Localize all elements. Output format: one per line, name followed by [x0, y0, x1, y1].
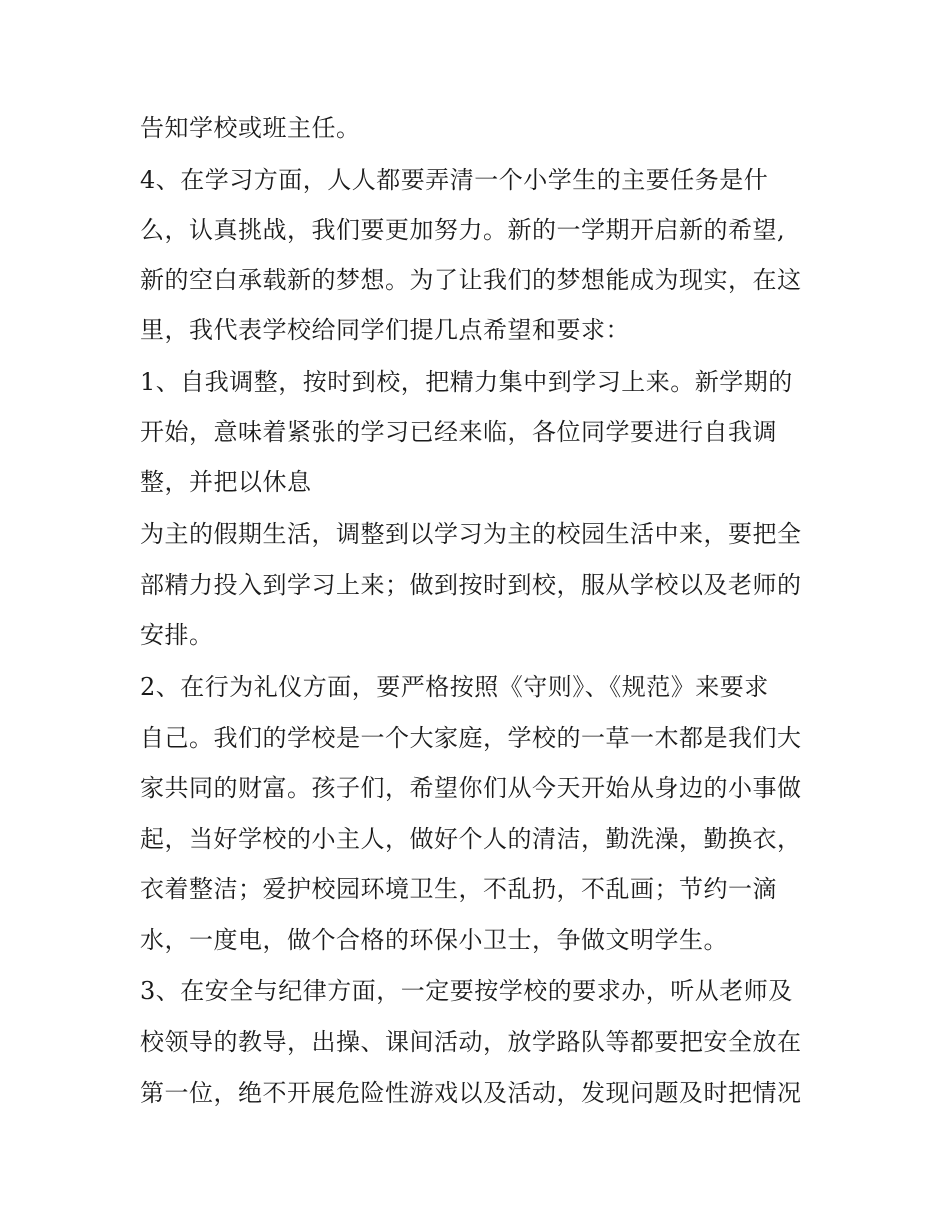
- text-line: 水，一度电，做个合格的环保小卫士，争做文明学生。: [140, 926, 728, 954]
- text-line: 开始，意味着紧张的学习已经来临，各位同学要进行自我调: [140, 418, 777, 446]
- text-line: 安排。: [140, 621, 214, 649]
- text-line: 起，当好学校的小主人，做好个人的清洁，勤洗澡，勤换衣，: [140, 825, 802, 853]
- text-line: 里，我代表学校给同学们提几点希望和要求：: [140, 316, 630, 344]
- text-line: 校领导的教导，出操、课间活动，放学路队等都要把安全放在: [140, 1028, 802, 1056]
- text-line: 自己。我们的学校是一个大家庭，学校的一草一木都是我们大: [140, 724, 802, 752]
- text-line: 新的空白承载新的梦想。为了让我们的梦想能成为现实，在这: [140, 266, 802, 294]
- text-line: 第一位，绝不开展危险性游戏以及活动，发现问题及时把情况: [140, 1079, 802, 1107]
- text-line: 衣着整洁；爱护校园环境卫生，不乱扔，不乱画；节约一滴: [140, 875, 777, 903]
- text-line: 部精力投入到学习上来；做到按时到校，服从学校以及老师的: [140, 571, 802, 599]
- text-line: 3、在安全与纪律方面，一定要按学校的要求办，听从老师及: [140, 977, 793, 1005]
- text-line: 告知学校或班主任。: [140, 114, 361, 142]
- text-line: 家共同的财富。孩子们，希望你们从今天开始从身边的小事做: [140, 774, 802, 802]
- text-line: 2、在行为礼仪方面，要严格按照《守则》、《规范》来要求: [140, 673, 769, 701]
- text-line: 4、在学习方面，人人都要弄清一个小学生的主要任务是什: [140, 166, 769, 194]
- text-line: 么，认真挑战，我们要更加努力。新的一学期开启新的希望,: [140, 216, 786, 244]
- text-line: 整，并把以休息: [140, 468, 312, 496]
- text-line: 1、自我调整，按时到校，把精力集中到学习上来。新学期的: [140, 368, 793, 396]
- text-line: 为主的假期生活，调整到以学习为主的校园生活中来，要把全: [140, 520, 802, 548]
